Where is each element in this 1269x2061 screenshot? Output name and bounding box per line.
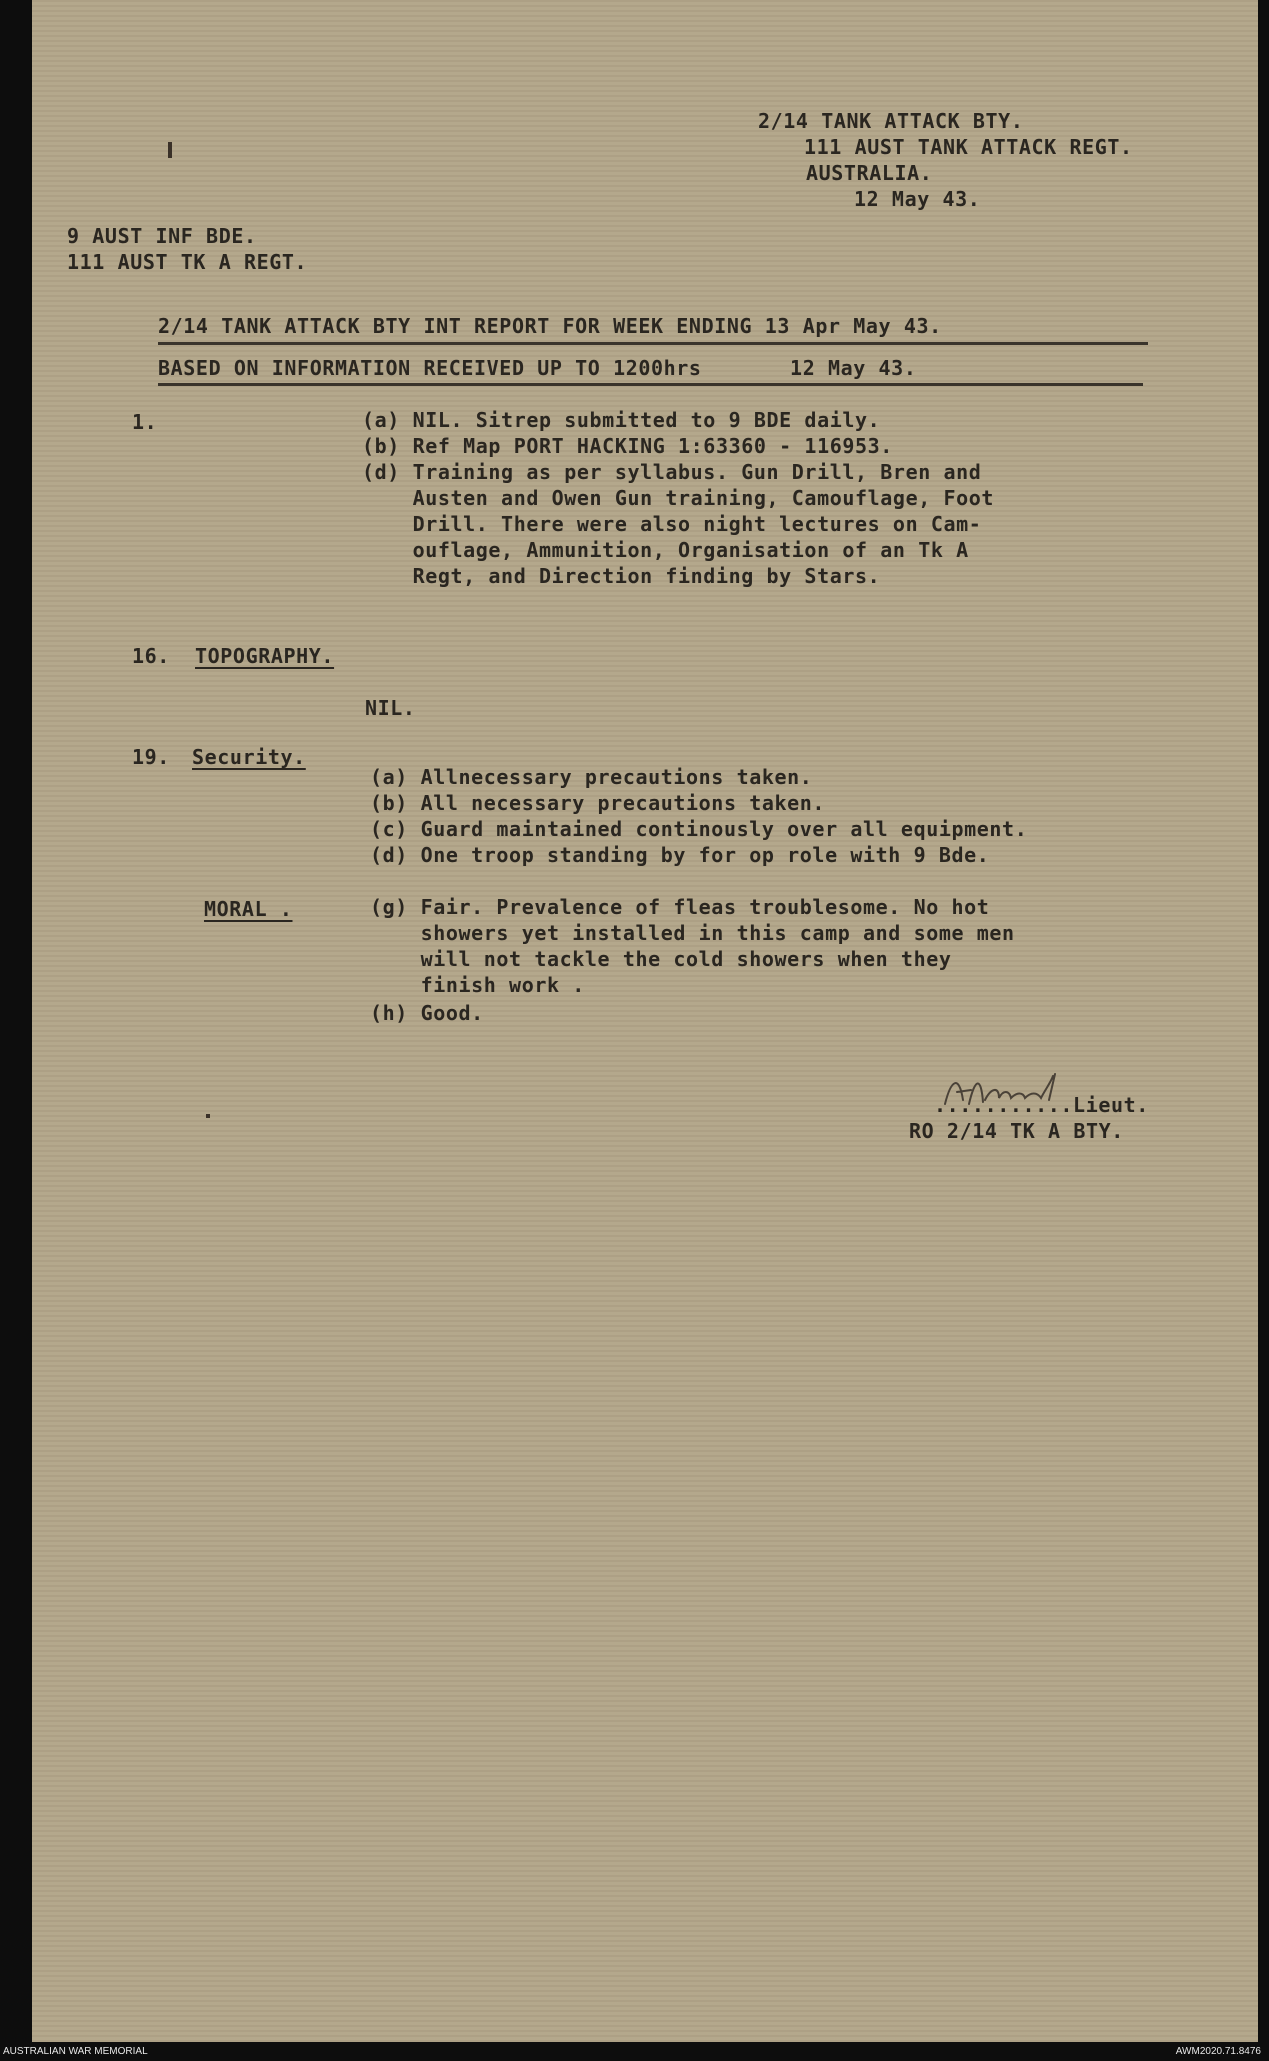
section-1-line: (d) Training as per syllabus. Gun Drill, Bren and	[362, 460, 982, 484]
section-1-line: (b) Ref Map PORT HACKING 1:63360 - 116953.	[362, 434, 893, 458]
subtitle-underline	[158, 383, 1143, 386]
addressee-regt: 111 AUST TK A REGT.	[67, 250, 308, 274]
report-subtitle: BASED ON INFORMATION RECEIVED UP TO 1200hrs 12 May 43.	[158, 356, 917, 380]
section-1-line: ouflage, Ammunition, Organisation of an Tk A	[362, 538, 969, 562]
archive-footer	[0, 2042, 1269, 2061]
section-19-line: (c) Guard maintained continously over all equipment.	[370, 817, 1028, 841]
section-19-line: (d) One troop standing by for op role with 9 Bde.	[370, 843, 990, 867]
country-line: AUSTRALIA.	[806, 161, 933, 185]
moral-line: finish work .	[370, 973, 585, 997]
archive-reference: AWM2020.71.8476	[1175, 2046, 1261, 2057]
section-19-heading: Security.	[192, 745, 306, 769]
section-19-line: (b) All necessary precautions taken.	[370, 791, 826, 815]
section-16-number: 16.	[132, 644, 170, 668]
section-1-line: Austen and Owen Gun training, Camouflage, Foot	[362, 486, 995, 510]
moral-line: will not tackle the cold showers when they	[370, 947, 952, 971]
unit-line: 2/14 TANK ATTACK BTY.	[758, 109, 1024, 133]
moral-line: showers yet installed in this camp and some men	[370, 921, 1015, 945]
section-1-line: (a) NIL. Sitrep submitted to 9 BDE daily.	[362, 408, 881, 432]
section-16-body: NIL.	[365, 696, 416, 720]
archive-name: AUSTRALIAN WAR MEMORIAL	[3, 2046, 148, 2057]
moral-line: (h) Good.	[370, 1001, 484, 1025]
section-1-line: Regt, and Direction finding by Stars.	[362, 564, 881, 588]
addressee-bde: 9 AUST INF BDE.	[67, 224, 257, 248]
section-1-number: 1.	[132, 410, 158, 434]
paper-mark	[168, 142, 172, 158]
header-date: 12 May 43.	[854, 187, 981, 211]
signature-appointment: RO 2/14 TK A BTY.	[909, 1119, 1124, 1143]
section-19-number: 19.	[132, 745, 170, 769]
paper-mark	[206, 1114, 210, 1118]
report-title: 2/14 TANK ATTACK BTY INT REPORT FOR WEEK ENDING 13 Apr May 43.	[158, 314, 942, 338]
document-page	[32, 0, 1258, 2042]
regt-line: 111 AUST TANK ATTACK REGT.	[804, 135, 1133, 159]
section-19-line: (a) Allnecessary precautions taken.	[370, 765, 813, 789]
section-16-heading: TOPOGRAPHY.	[195, 644, 335, 668]
section-1-line: Drill. There were also night lectures on Cam-	[362, 512, 982, 536]
unit-header	[758, 108, 1133, 212]
title-underline	[158, 342, 1148, 345]
signature-rank: ...........Lieut.	[934, 1093, 1149, 1117]
moral-heading: MORAL .	[204, 897, 293, 921]
moral-line: (g) Fair. Prevalence of fleas troublesome. No hot	[370, 895, 990, 919]
